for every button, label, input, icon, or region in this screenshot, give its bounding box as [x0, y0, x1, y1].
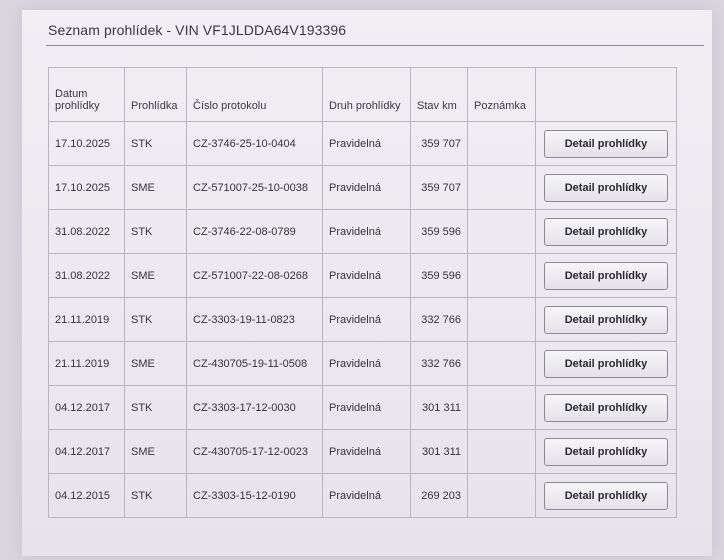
cell-action	[536, 254, 677, 298]
cell-note	[468, 430, 536, 474]
header-inspection: Prohlídka	[125, 68, 187, 122]
detail-button[interactable]: Detail prohlídky	[544, 438, 668, 466]
inspection-table	[48, 67, 677, 518]
cell-action	[536, 122, 677, 166]
cell-inspection: SME	[125, 166, 187, 210]
cell-km: 359 596	[411, 254, 468, 298]
cell-action	[536, 386, 677, 430]
header-action	[536, 68, 677, 122]
cell-inspection: SME	[125, 254, 187, 298]
cell-type: Pravidelná	[323, 298, 411, 342]
header-type: Druh prohlídky	[323, 68, 411, 122]
cell-note	[468, 342, 536, 386]
cell-km: 269 203	[411, 474, 468, 518]
cell-inspection: STK	[125, 298, 187, 342]
cell-note	[468, 122, 536, 166]
cell-km: 332 766	[411, 342, 468, 386]
detail-button[interactable]: Detail prohlídky	[544, 174, 668, 202]
cell-km: 301 311	[411, 386, 468, 430]
cell-action	[536, 166, 677, 210]
cell-km: 359 707	[411, 122, 468, 166]
table-row	[49, 166, 677, 210]
cell-note	[468, 254, 536, 298]
cell-action	[536, 210, 677, 254]
cell-protocol: CZ-571007-22-08-0268	[187, 254, 323, 298]
detail-button[interactable]: Detail prohlídky	[544, 306, 668, 334]
cell-note	[468, 474, 536, 518]
detail-button[interactable]: Detail prohlídky	[544, 262, 668, 290]
detail-button[interactable]: Detail prohlídky	[544, 130, 668, 158]
cell-note	[468, 166, 536, 210]
cell-date: 04.12.2017	[49, 430, 125, 474]
cell-date: 17.10.2025	[49, 122, 125, 166]
cell-date: 04.12.2017	[49, 386, 125, 430]
cell-date: 04.12.2015	[49, 474, 125, 518]
cell-action	[536, 342, 677, 386]
cell-note	[468, 386, 536, 430]
cell-km: 359 707	[411, 166, 468, 210]
cell-date: 31.08.2022	[49, 254, 125, 298]
cell-inspection: STK	[125, 122, 187, 166]
cell-date: 31.08.2022	[49, 210, 125, 254]
cell-date: 21.11.2019	[49, 342, 125, 386]
cell-inspection: STK	[125, 210, 187, 254]
cell-inspection: SME	[125, 342, 187, 386]
header-km: Stav km	[411, 68, 468, 122]
cell-protocol: CZ-571007-25-10-0038	[187, 166, 323, 210]
cell-protocol: CZ-430705-17-12-0023	[187, 430, 323, 474]
detail-button[interactable]: Detail prohlídky	[544, 218, 668, 246]
header-protocol: Číslo protokolu	[187, 68, 323, 122]
table-row	[49, 430, 677, 474]
cell-note	[468, 298, 536, 342]
page-title: Seznam prohlídek - VIN VF1JLDDA64V193396	[48, 22, 347, 38]
cell-type: Pravidelná	[323, 254, 411, 298]
cell-type: Pravidelná	[323, 166, 411, 210]
table-row	[49, 210, 677, 254]
title-divider	[46, 45, 704, 46]
table-row	[49, 386, 677, 430]
cell-type: Pravidelná	[323, 474, 411, 518]
cell-type: Pravidelná	[323, 210, 411, 254]
cell-inspection: STK	[125, 386, 187, 430]
cell-action	[536, 430, 677, 474]
table-row	[49, 254, 677, 298]
header-date: Datum prohlídky	[49, 68, 125, 122]
cell-km: 301 311	[411, 430, 468, 474]
cell-protocol: CZ-430705-19-11-0508	[187, 342, 323, 386]
cell-action	[536, 298, 677, 342]
cell-protocol: CZ-3303-17-12-0030	[187, 386, 323, 430]
cell-type: Pravidelná	[323, 430, 411, 474]
cell-protocol: CZ-3303-19-11-0823	[187, 298, 323, 342]
cell-action	[536, 474, 677, 518]
cell-inspection: STK	[125, 474, 187, 518]
table-row	[49, 342, 677, 386]
table-header-row	[49, 68, 677, 122]
table-row	[49, 122, 677, 166]
table-row	[49, 298, 677, 342]
header-note: Poznámka	[468, 68, 536, 122]
cell-protocol: CZ-3746-22-08-0789	[187, 210, 323, 254]
cell-km: 359 596	[411, 210, 468, 254]
cell-date: 21.11.2019	[49, 298, 125, 342]
detail-button[interactable]: Detail prohlídky	[544, 350, 668, 378]
cell-protocol: CZ-3303-15-12-0190	[187, 474, 323, 518]
cell-type: Pravidelná	[323, 342, 411, 386]
cell-inspection: SME	[125, 430, 187, 474]
cell-km: 332 766	[411, 298, 468, 342]
detail-button[interactable]: Detail prohlídky	[544, 482, 668, 510]
cell-type: Pravidelná	[323, 386, 411, 430]
cell-date: 17.10.2025	[49, 166, 125, 210]
cell-type: Pravidelná	[323, 122, 411, 166]
cell-note	[468, 210, 536, 254]
table-row	[49, 474, 677, 518]
detail-button[interactable]: Detail prohlídky	[544, 394, 668, 422]
cell-protocol: CZ-3746-25-10-0404	[187, 122, 323, 166]
